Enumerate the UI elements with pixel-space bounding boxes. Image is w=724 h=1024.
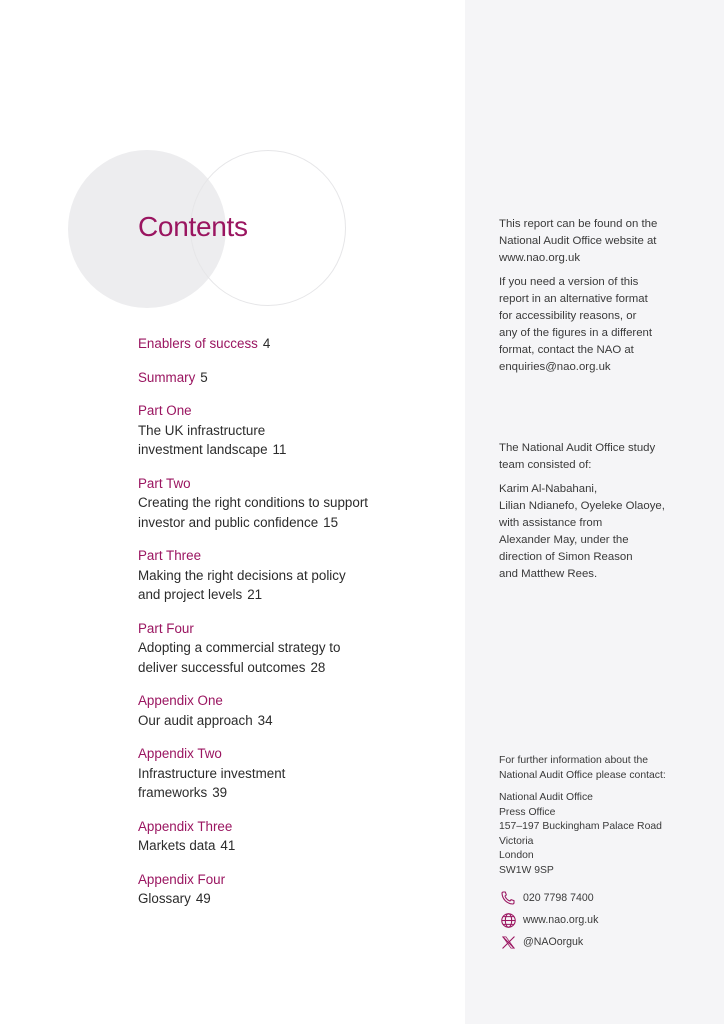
toc-page: 41 [220,838,236,853]
toc-heading: Part One [138,403,192,418]
toc-line: The UK infrastructure [138,422,266,438]
toc-line: and project levels [138,587,243,602]
website-link: www.nao.org.uk [523,914,599,926]
toc-line: Our audit approach [138,712,253,728]
toc-entry-appendix-one[interactable] [138,691,458,730]
toc-heading: Part Two [138,475,191,491]
toc-line: deliver successful outcomes [138,659,306,675]
team-intro-text [499,440,655,474]
sidebar-line: The National Audit Office study [499,442,656,454]
sidebar-line: National Audit Office website at [499,235,657,247]
toc-entry-summary[interactable] [138,368,458,388]
address-line: SW1W 9SP [499,864,554,876]
toc-page: 4 [262,336,271,351]
report-location-text [499,216,657,267]
address-line: Press Office [499,806,556,818]
sidebar-line: enquiries@nao.org.uk [499,361,611,373]
contact-social[interactable] [499,933,583,951]
toc-page: 15 [323,514,339,530]
toc-page: 21 [247,587,263,602]
sidebar-line: Alexander May, under the [499,534,629,546]
toc-heading: Part Three [138,548,202,563]
toc-line: Markets data [138,838,216,853]
sidebar-line: team consisted of: [499,459,592,471]
toc-entry-part-four[interactable] [138,619,458,678]
table-of-contents [138,334,458,909]
contact-website[interactable] [499,911,598,929]
address-line: 157–197 Buckingham Palace Road [499,821,662,833]
toc-line: Making the right decisions at policy [138,567,346,583]
sidebar-line: www.nao.org.uk [499,252,581,264]
contact-phone[interactable] [499,889,594,907]
toc-heading: Appendix Two [138,746,222,761]
toc-page: 39 [212,785,228,800]
sidebar-line: National Audit Office please contact: [499,769,666,781]
further-info-text [499,754,666,783]
toc-line: investor and public confidence [138,514,319,530]
address-line: National Audit Office [499,792,593,803]
sidebar-line: Karim Al-Nabahani, [499,483,598,495]
toc-line: frameworks [138,785,208,800]
globe-icon [499,911,517,929]
sidebar-line: for accessibility reasons, or [499,310,637,322]
toc-heading: Appendix One [138,693,223,708]
toc-heading: Appendix Three [138,818,233,834]
sidebar-line: report in an alternative format [499,293,648,305]
address-line: Victoria [499,835,534,847]
toc-entry-part-three[interactable] [138,546,458,605]
phone-number: 020 7798 7400 [523,892,594,904]
x-twitter-icon [499,933,517,951]
page-title: Contents [138,211,248,242]
phone-icon [499,889,517,907]
toc-page: 11 [272,442,287,457]
sidebar-line: direction of Simon Reason [499,551,633,563]
address-block [499,791,662,879]
toc-line: Infrastructure investment [138,765,286,781]
toc-line: Glossary [138,891,191,906]
alt-format-text [499,274,652,376]
toc-heading: Appendix Four [138,871,226,887]
toc-page: 34 [257,712,273,728]
sidebar-line: with assistance from [499,517,603,529]
toc-heading: Enablers of success [138,336,258,351]
toc-heading: Part Four [138,620,194,636]
toc-entry-appendix-three[interactable] [138,817,458,856]
toc-entry-enablers[interactable] [138,334,458,354]
sidebar-line: For further information about the [499,755,649,766]
toc-entry-appendix-four[interactable] [138,870,458,909]
sidebar-line: and Matthew Rees. [499,568,598,580]
sidebar-line: any of the figures in a different [499,327,653,339]
toc-heading: Summary [138,369,196,385]
sidebar-line: format, contact the NAO at [499,344,634,356]
toc-entry-part-one[interactable] [138,401,458,460]
address-line: London [499,850,534,862]
toc-page: 5 [200,369,208,385]
toc-page: 28 [310,659,326,675]
toc-line: Creating the right conditions to support [138,495,369,510]
team-members-text [499,481,665,583]
toc-line: Adopting a commercial strategy to [138,640,341,655]
toc-entry-part-two[interactable] [138,474,458,533]
toc-line: investment landscape [138,442,268,457]
sidebar-line: If you need a version of this [499,276,639,288]
toc-page: 49 [195,891,211,906]
social-handle: @NAOorguk [523,936,584,948]
toc-entry-appendix-two[interactable] [138,744,458,803]
sidebar-line: This report can be found on the [499,218,658,230]
sidebar-line: Lilian Ndianefo, Oyeleke Olaoye, [499,500,665,512]
